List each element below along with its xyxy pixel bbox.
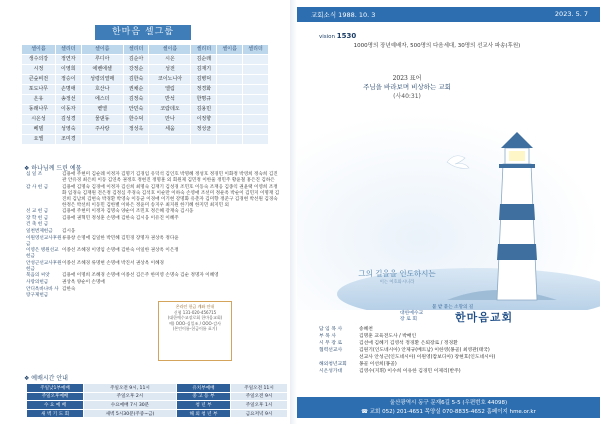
offering-category: 선 교 헌 금 (26, 209, 49, 215)
table-cell (217, 125, 243, 135)
table-cell: 이정향 (191, 115, 217, 125)
offering-names: 권상옥 양순이 손명애 (62, 279, 105, 285)
table-cell (81, 135, 123, 145)
cell-group-title: 한마음 셀그룹 (95, 25, 191, 40)
offering-names: 이종선 조혜경 이영임 손명애 김한숙 이일한 권상옥 이은정 (62, 248, 179, 254)
offering-category: 십 일 조 (26, 172, 43, 177)
service-row (27, 401, 288, 410)
service-name: 중 고 등 부 (176, 392, 230, 401)
offering-names: 류용창 손명애 김일한 박민혜 김민경 장명자 권상옥 정다윤 (62, 235, 179, 241)
offering-row (26, 209, 282, 215)
table-cell (217, 115, 243, 125)
table-cell: 호산나 (81, 85, 123, 95)
table-cell (217, 75, 243, 85)
table-cell: 주사랑 (81, 125, 123, 135)
offering-row (26, 222, 282, 228)
offering-names: 김용애 이명희 조혜경 손명애 이종선 김은주 한미영 손명숙 김순 정명자 이혜영 (62, 273, 219, 279)
table-cell: 손명애 (55, 85, 81, 95)
table-cell: 셀이름 (217, 45, 243, 55)
minister-row (319, 361, 589, 368)
offering-row (26, 216, 282, 222)
footer-bar (297, 397, 600, 418)
service-row (27, 392, 288, 401)
table-cell: 한명규 (191, 95, 217, 105)
offering-row (26, 273, 282, 279)
table-cell: 정승이 (55, 75, 81, 85)
bulletin-date: 2023. 5. 7 (554, 10, 588, 18)
offering-category: 이원영선교사후원금 (26, 235, 62, 247)
offering-row (26, 287, 282, 299)
offering-title: ❖ 하나님께 드린 예물 (24, 165, 82, 172)
cell-group-table (21, 44, 269, 145)
table-row (22, 55, 269, 65)
table-cell: 김한숙 (123, 75, 149, 85)
vision-number (319, 32, 356, 40)
service-row (27, 409, 288, 418)
table-cell: 셀이름 (22, 45, 56, 55)
page-spine (290, 0, 297, 424)
minister-names: 김영수(지휘) 이수희 이유한 김경민 이제리(반주) (359, 369, 461, 374)
offering-row (26, 261, 282, 273)
table-row (22, 75, 269, 85)
offering-names: 이종선 조혜경 류명현 손명애 박진서 권상옥 이혜경 (62, 260, 164, 266)
offering-category: 북음의 씨앗 (26, 273, 50, 279)
offering-row (26, 185, 282, 209)
minister-names: 김원기(인도네시아) 안제규(베트남) 이한영(몽골) 최영관(태국) (359, 348, 490, 353)
offering-row (26, 280, 282, 286)
notice-line: (대한예수교장로회 한마음교회) (167, 315, 223, 321)
verse-line-1: 그의 길을을 인도하시는 (358, 269, 436, 278)
service-name: 수 요 예 배 (27, 401, 84, 410)
service-time: 수요예배 7시 30분 (84, 401, 177, 410)
table-cell: 동래나무 (22, 105, 56, 115)
table-cell: 조미경 (55, 135, 81, 145)
table-cell (243, 75, 269, 85)
service-time: 주일오후 2시 (84, 392, 177, 401)
vision-value: 1530 (336, 32, 357, 40)
table-cell: 포도나무 (22, 85, 56, 95)
minister-role: 협력선교사 (319, 348, 343, 353)
table-cell: 큰숲비전 (22, 75, 56, 85)
table-cell (217, 95, 243, 105)
verse-line-2: 이는 여호와시니라 (379, 280, 415, 285)
service-times-table (26, 383, 288, 418)
table-cell: 김재기 (191, 65, 217, 75)
table-cell: 시온성 (22, 115, 56, 125)
minister-row (319, 326, 589, 333)
table-row (22, 115, 269, 125)
offering-category: 안성근선교사후원헌금 (26, 260, 62, 272)
vision-statement: 1000명의 장년예배자, 500명의 다음세대, 30명의 선교사 파송(후원) (353, 43, 521, 49)
minister-role (319, 354, 359, 361)
offering-row (26, 172, 282, 184)
minister-role: 부 목 사 (319, 334, 336, 339)
table-cell: 정경화 (191, 85, 217, 95)
table-cell: 김병덕 (191, 75, 217, 85)
denomination (400, 311, 423, 323)
online-offering-notice (158, 301, 232, 361)
table-cell: 반석 (149, 95, 191, 105)
offering-category: 감 사 헌 금 (26, 184, 49, 190)
table-cell: 안민숙 (123, 105, 149, 115)
bulletin-label: 교회소식 1988. 10. 3 (311, 11, 376, 19)
table-cell: 셀리더 (55, 45, 81, 55)
table-cell: 생수의강 (22, 55, 56, 65)
table-row (22, 85, 269, 95)
table-cell (243, 135, 269, 145)
table-cell: 이영희 (55, 65, 81, 75)
service-time: 주일오전 11시 (231, 384, 288, 393)
table-cell: 김용민 (191, 105, 217, 115)
year-label: 2023 표어 (392, 75, 422, 82)
table-cell: 코람데오 (149, 105, 191, 115)
table-cell: 정성균 (191, 125, 217, 135)
offering-category: 안디옥바나바 사랑구제헌금 (26, 286, 59, 298)
table-cell (243, 95, 269, 105)
minister-role: 담 임 목 사 (319, 327, 343, 332)
table-row (22, 105, 269, 115)
table-cell (217, 135, 243, 145)
notice-line: 예) OOO-십일조 / OOO-감사 (169, 320, 221, 326)
minister-row (319, 347, 589, 354)
table-row (22, 65, 269, 75)
table-cell (243, 55, 269, 65)
church-address: 울산광역시 동구 문재6길 5-5 (우편번호 44098) (389, 400, 508, 406)
table-cell (243, 105, 269, 115)
minister-names: 김명훈 교육전도사 / 박배인 (359, 334, 417, 339)
table-cell: 권채순 (123, 85, 149, 95)
table-cell: 셀리더 (123, 45, 149, 55)
table-cell (123, 135, 149, 145)
table-header-row (22, 45, 269, 55)
service-time: 금요저녁 9시 (231, 409, 288, 418)
table-cell: 성영숙 (55, 125, 81, 135)
service-name: 해 외 청 년 부 (176, 409, 230, 418)
table-cell: 김정숙 (123, 95, 149, 105)
service-name: 청 년 부 (176, 401, 230, 410)
minister-names: 몽골 이선희(몽골) (359, 362, 397, 367)
service-time: 주일오전 9시 (231, 392, 288, 401)
church-tagline: 불 밭 붙는 소망의 길 (432, 305, 474, 310)
table-cell: 요엘 (22, 135, 56, 145)
table-cell: 에스더 (81, 95, 123, 105)
table-cell: 셀이름 (149, 45, 191, 55)
table-cell: 정성옥 (123, 125, 149, 135)
table-cell: 셀리더 (191, 45, 217, 55)
table-cell (191, 135, 217, 145)
table-cell: 성전 (149, 65, 191, 75)
denomination-line: 대한예수교 (400, 311, 424, 316)
minister-row (319, 368, 589, 375)
offering-category: 장 학 헌 금 (26, 215, 49, 221)
table-cell: 한수덕 (123, 115, 149, 125)
table-cell: 셀리더 (243, 45, 269, 55)
table-row (22, 125, 269, 135)
offering-category: 이영은 병원선교헌금 (26, 248, 59, 260)
offering-category: 사랑의헌금 (26, 279, 49, 285)
table-cell: 에벤에셀 (81, 65, 123, 75)
service-time: 주일오전 9시, 11시 (84, 384, 177, 393)
table-cell (243, 115, 269, 125)
table-cell (217, 105, 243, 115)
service-row (27, 384, 288, 393)
minister-role: 시온성가대 (319, 369, 343, 374)
left-page (0, 0, 290, 424)
service-times-title: ❖ 예배시간 안내 (24, 375, 68, 382)
table-cell: 시온 (149, 55, 191, 65)
offering-row (26, 248, 282, 260)
minister-role: 시 무 장 로 (319, 341, 343, 346)
table-cell: 셀이름 (81, 45, 123, 55)
notice-line: (본인이름-헌금이름 표기) (172, 326, 218, 332)
minister-names: 김선애 김혜기 김영석 정경환 은퇴장로 / 정경환 (359, 341, 458, 346)
service-name: 새 벽 기 도 회 (27, 409, 84, 418)
service-time: 주일오후 1시 (231, 401, 288, 410)
table-cell: 김순아 (123, 55, 149, 65)
table-cell: 이동자 (55, 105, 81, 115)
table-row (22, 135, 269, 145)
service-name: 유치부예배 (176, 384, 230, 393)
offering-names: 김용애 권혁민 정성훈 손명애 김한숙 김시웅 이유진 이혜주 (62, 215, 179, 221)
offering-list (26, 172, 282, 299)
service-time: 새벽 5시30분(주중~금) (84, 409, 177, 418)
table-row (22, 95, 269, 105)
motto-reference: (사40:31) (393, 93, 421, 100)
table-cell (217, 85, 243, 95)
offering-names: 김한숙 (62, 286, 76, 292)
offering-names: 김용애 주현미 김순례 이정자 김명기 김경임 유덕석 김인호 박명혜 정성호 정경민 이화정 박영희 정숙희 김진관 안유경 최은희 이동 김연옥 권정호 정현진 정명훈 외 회원제 김민정 이한울 정민주 황윤철 홍은진 김하은 (62, 172, 278, 183)
offering-row (26, 236, 282, 248)
table-cell: 성령의열매 (81, 75, 123, 85)
offering-names: 김용애 주현미 이정자 김명숙 양순이 조민호 정은혜 강재숙 김시웅 (62, 209, 194, 215)
table-cell: 엘림 (149, 85, 191, 95)
notice-line: 신협 131-020-456715 (173, 309, 217, 315)
service-name: 주일낮1부예배 (27, 384, 84, 393)
minister-row (319, 340, 589, 347)
table-cell: 시정 (22, 65, 56, 75)
table-cell (243, 65, 269, 75)
minister-names: 선교사 안성근(인도네시아) 이원영(캄보디아) 장현호(인도네시아) (359, 355, 496, 360)
table-cell: 물댄동 (81, 115, 123, 125)
minister-role: 해외청년교회 (319, 362, 347, 367)
church-name: 한마음교회 (455, 311, 514, 324)
table-cell: 루디아 (81, 55, 123, 65)
table-cell: 김순래 (191, 55, 217, 65)
offering-category: 일천번제헌금 (26, 228, 53, 234)
minister-row (319, 354, 589, 361)
year-motto: 주님을 바라보며 비상하는 교회 (363, 83, 451, 91)
table-cell (243, 125, 269, 135)
table-cell (217, 65, 243, 75)
table-cell (243, 85, 269, 95)
table-cell: 송정선 (55, 95, 81, 105)
notice-line: 온라인 헌금 계좌 안내 (175, 304, 215, 309)
denomination-line: 장 로 회 (400, 317, 417, 322)
table-cell: 코이노니아 (149, 75, 191, 85)
table-cell (149, 135, 191, 145)
table-cell: 온유 (22, 95, 56, 105)
ministers-list (319, 326, 589, 375)
table-cell: 벧엘 (81, 105, 123, 115)
table-cell: 베델 (22, 125, 56, 135)
header-bar (297, 7, 600, 22)
right-page (297, 0, 600, 424)
church-contact: ☎ 교회 052) 201-4651 목양실 070-8835-4652 홈페이지 hme.or.kr (361, 409, 536, 415)
table-cell (217, 55, 243, 65)
minister-names: 송혜천 (359, 327, 373, 332)
service-name: 주일오후예배 (27, 392, 84, 401)
offering-row (26, 229, 282, 235)
offering-names: 김시웅 (62, 228, 76, 234)
table-cell: 강정순 (123, 65, 149, 75)
minister-row (319, 333, 589, 340)
table-cell: 정연자 (55, 55, 81, 65)
table-cell: 김성경 (55, 115, 81, 125)
offering-names: 김용애 김명숙 김경애 이정자 김신희 최명숙 김재기 김성경 조민호 이동숙 조재응 김종익 권윤택 이영희 조정화 임경숙 김재원 전은정 김정심 주경숙 김석호 이순만 이하숙 손영애 조선미 정운옥 박순이 김민지 이명재 김진희 김남희 김현숙 박경환 박영숙 이동균 이경애 이기현 강명화 유춘자 김미향 정준구 김경현 박선원 김경숙 한정은 박선희 이동민 김한별 이하은 정윤미 송지우 최지원 한기혜 한지민 최지민 외 (62, 184, 280, 208)
table-cell: 만나 (149, 115, 191, 125)
table-cell: 세움 (149, 125, 191, 135)
vision-label: vision (319, 34, 336, 40)
offering-category: 건 축 헌 금 (26, 222, 49, 228)
